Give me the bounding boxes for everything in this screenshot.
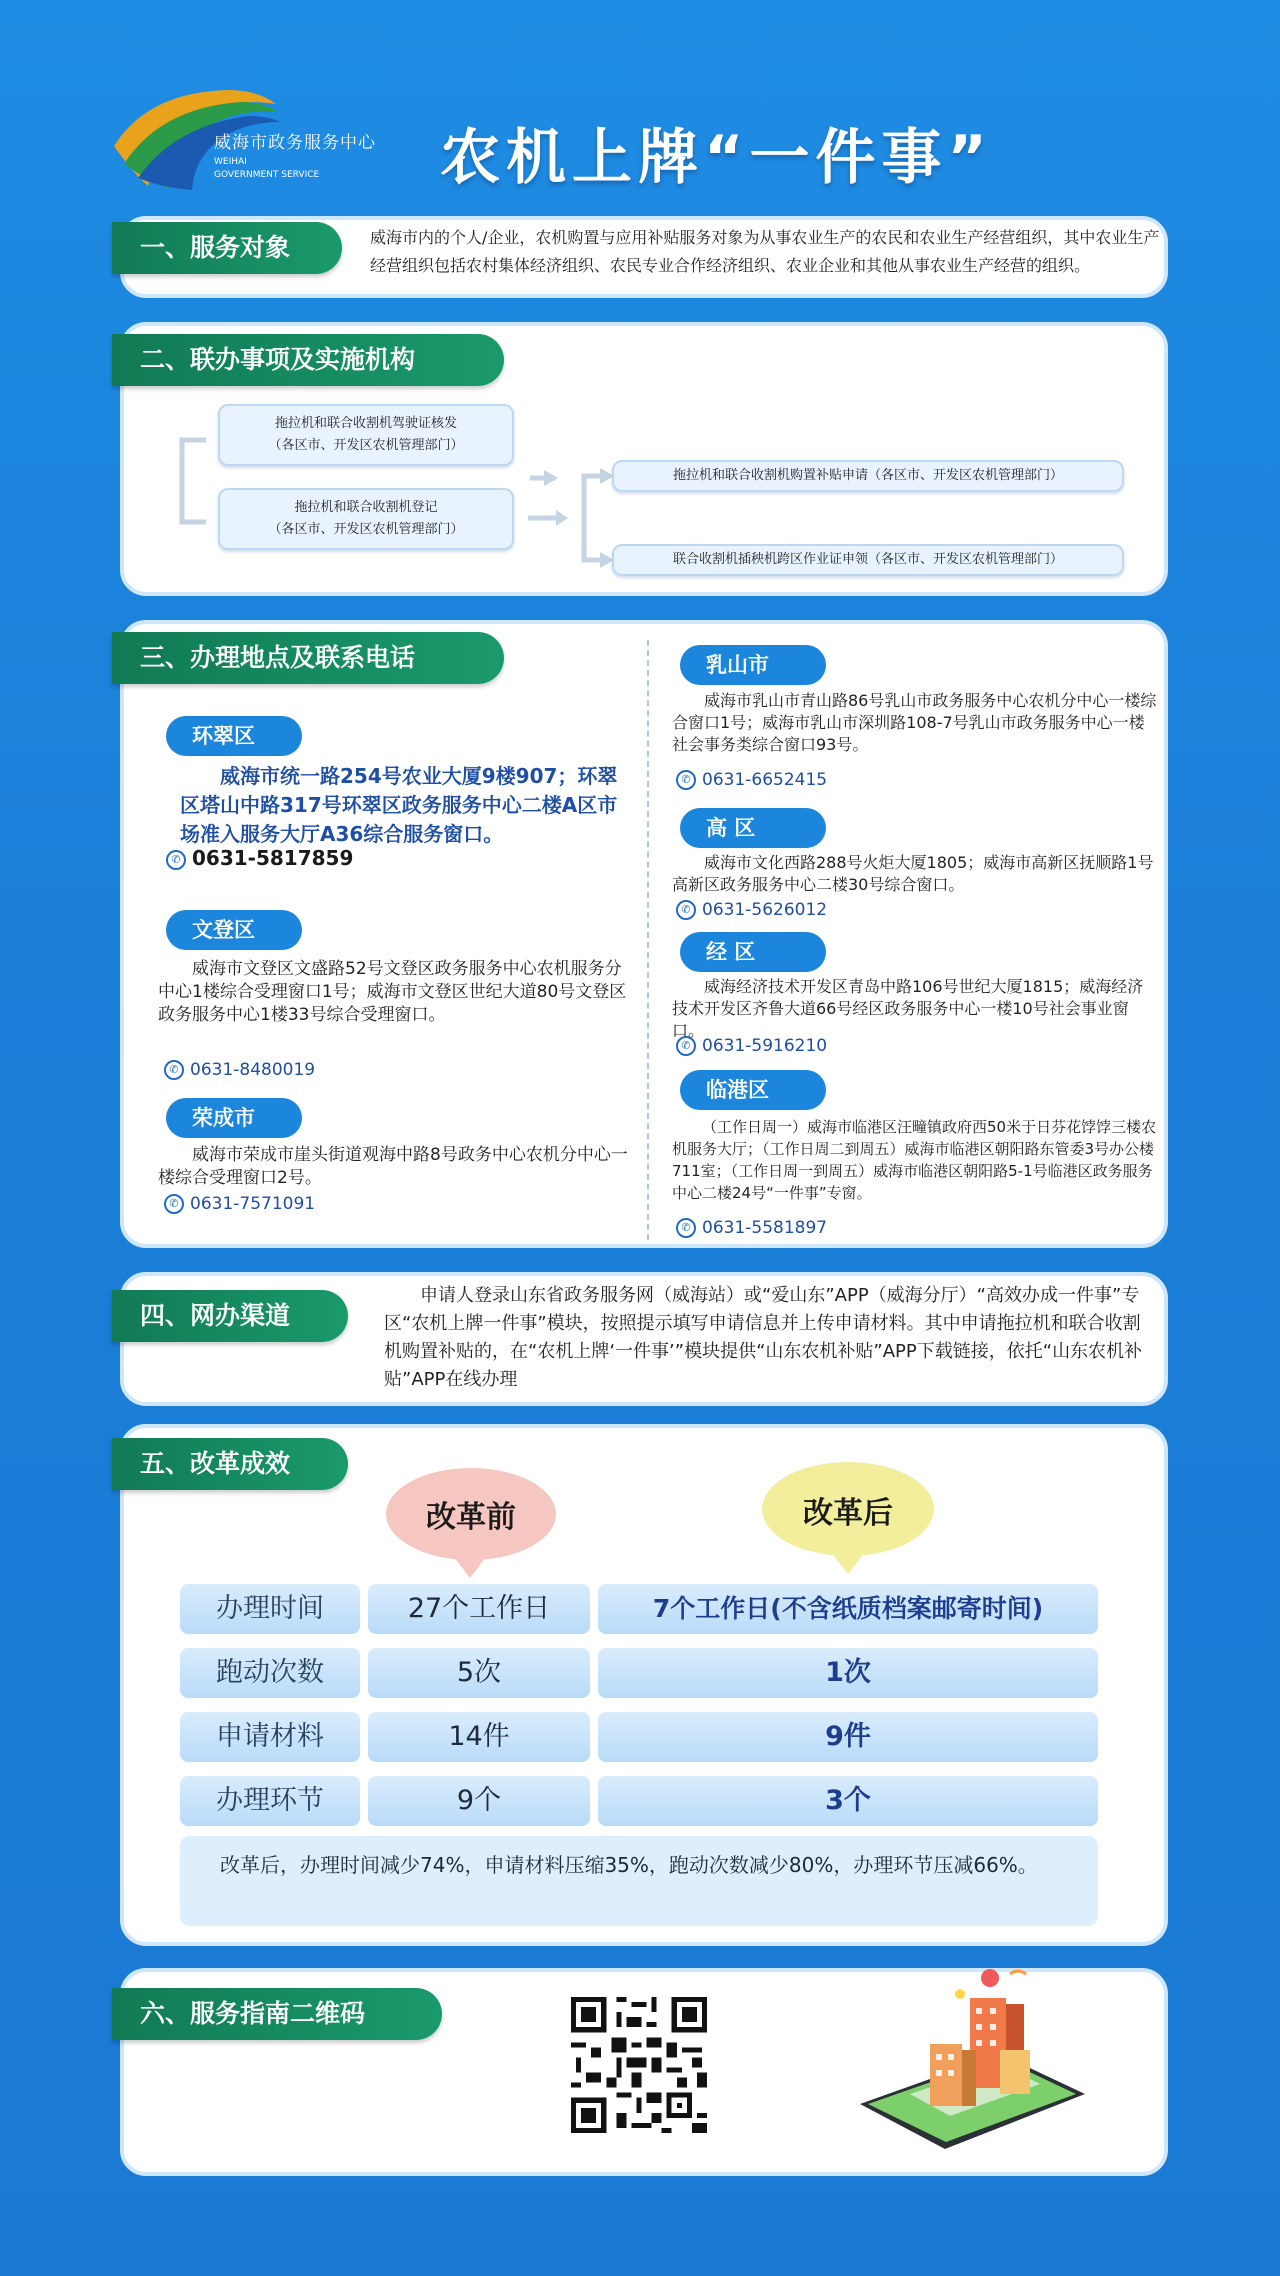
- section-2-tag: 二、联办事项及实施机构: [112, 334, 504, 386]
- logo-name-en: [214, 156, 319, 182]
- district-lingang-title: 临港区: [680, 1070, 826, 1110]
- district-huancui-phone-number: 0631-5817859: [192, 846, 354, 870]
- flow-box-license-org: （各区市、开发区农机管理部门）: [268, 438, 464, 453]
- district-gaoqu-phone-number: 0631-5626012: [702, 900, 828, 920]
- district-rushan-address: 威海市乳山市青山路86号乳山市政务服务中心农机分中心一楼综合窗口1号；威海市乳山市深圳路108-7号乳山市政务服务中心一楼社会事务类综合窗口93号。: [672, 691, 1157, 754]
- district-gaoqu-phone: [676, 900, 827, 920]
- district-wendeng-phone-number: 0631-8480019: [190, 1060, 316, 1080]
- district-rongcheng-phone-number: 0631-7571091: [190, 1194, 316, 1214]
- row-label-materials: 申请材料: [180, 1712, 360, 1762]
- flow-box-registration-title: 拖拉机和联合收割机登记: [294, 500, 438, 515]
- before-label: 改革前: [426, 1500, 516, 1535]
- district-rushan-title: 乳山市: [680, 645, 826, 685]
- district-huancui-title: 环翠区: [166, 716, 302, 756]
- phone-icon: ✆: [676, 1036, 696, 1056]
- page-title: 农机上牌“一件事”: [440, 123, 993, 193]
- after-label: 改革后: [803, 1496, 893, 1531]
- section-3-tag: 三、办理地点及联系电话: [112, 632, 504, 684]
- district-rushan-phone: [676, 770, 827, 790]
- phone-icon: ✆: [164, 1194, 184, 1214]
- section-6-tag: 六、服务指南二维码: [112, 1988, 442, 2040]
- after-bubble-pointer: [828, 1548, 868, 1574]
- city-smartphone-illustration: [850, 1954, 1090, 2154]
- section-1-tag: 一、服务对象: [112, 222, 342, 274]
- service-target-text: 威海市内的个人/企业，农机购置与应用补贴服务对象为从事农业生产的农民和农业生产经营组织，其中农业生产经营组织包括农村集体经济组织、农民专业合作经济组织、农业企业和其他从事农业生产经营的组织。: [370, 228, 1160, 275]
- phone-icon: ✆: [676, 900, 696, 920]
- phone-icon: ✆: [676, 770, 696, 790]
- row-before-time: 27个工作日: [368, 1584, 590, 1634]
- district-lingang-address: （工作日周一）威海市临港区汪疃镇政府西50米于日芬花饽饽三楼农机服务大厅；（工作日周二到周五）威海市临港区朝阳路东管委3号办公楼711室；（工作日周一到周五）威海市临港区朝阳路5-1号临港区政务服务中心二楼24号“一件事”专窗。: [672, 1118, 1157, 1202]
- flow-branch-connectors: [520, 460, 620, 570]
- flow-box-registration-org: （各区市、开发区农机管理部门）: [268, 522, 464, 537]
- phone-icon: ✆: [676, 1218, 696, 1238]
- logo-name-cn: 威海市政务服务中心: [214, 133, 376, 153]
- district-jingqu-address: 威海经济技术开发区青岛中路106号世纪大厦1815；威海经济技术开发区齐鲁大道66号经区政务服务中心一楼10号社会事业窗口。: [672, 977, 1144, 1040]
- row-before-trips: 5次: [368, 1648, 590, 1698]
- district-rushan-phone-number: 0631-6652415: [702, 770, 828, 790]
- phone-icon: ✆: [164, 1060, 184, 1080]
- row-after-trips: 1次: [598, 1648, 1098, 1698]
- column-divider: [647, 640, 649, 1240]
- flow-box-subsidy: 拖拉机和联合收割机购置补贴申请（各区市、开发区农机管理部门）: [612, 460, 1124, 492]
- district-jingqu-phone-number: 0631-5916210: [702, 1036, 828, 1056]
- district-wendeng-title: 文登区: [166, 910, 302, 950]
- district-huancui-address: 威海市统一路254号农业大厦9楼907；环翠区塔山中路317号环翠区政务服务中心二楼A区市场准入服务大厅A36综合服务窗口。: [180, 764, 618, 846]
- flow-box-license: [218, 404, 514, 466]
- district-huancui-phone: [166, 846, 353, 870]
- logo-name-en-line2: GOVERNMENT SERVICE: [214, 170, 320, 180]
- row-before-materials: 14件: [368, 1712, 590, 1762]
- district-lingang-phone: [676, 1218, 827, 1238]
- before-bubble-pointer: [450, 1552, 490, 1578]
- row-after-steps: 3个: [598, 1776, 1098, 1826]
- district-wendeng-phone: [164, 1060, 315, 1080]
- district-wendeng-address: 威海市文登区文盛路52号文登区政务服务中心农机服务分中心1楼综合受理窗口1号；威海市文登区世纪大道80号文登区政务服务中心1楼33号综合受理窗口。: [158, 959, 627, 1025]
- flow-box-registration: [218, 488, 514, 550]
- row-label-steps: 办理环节: [180, 1776, 360, 1826]
- flow-box-cross-region: 联合收割机插秧机跨区作业证申领（各区市、开发区农机管理部门）: [612, 544, 1124, 576]
- phone-icon: ✆: [166, 850, 186, 870]
- logo-name-en-line1: WEIHAI: [214, 157, 247, 167]
- qr-code[interactable]: [566, 1992, 712, 2138]
- row-after-materials: 9件: [598, 1712, 1098, 1762]
- district-gaoqu-title: 高 区: [680, 808, 826, 848]
- row-label-time: 办理时间: [180, 1584, 360, 1634]
- district-gaoqu-address: 威海市文化西路288号火炬大厦1805；威海市高新区抚顺路1号高新区政务服务中心二楼30号综合窗口。: [672, 853, 1154, 894]
- flow-box-license-title: 拖拉机和联合收割机驾驶证核发: [274, 416, 457, 431]
- district-lingang-phone-number: 0631-5581897: [702, 1218, 828, 1238]
- district-jingqu-phone: [676, 1036, 827, 1056]
- row-label-trips: 跑动次数: [180, 1648, 360, 1698]
- district-rongcheng-address: 威海市荣成市崖头街道观海中路8号政务中心农机分中心一楼综合受理窗口2号。: [158, 1145, 628, 1188]
- row-after-time: 7个工作日(不含纸质档案邮寄时间): [598, 1584, 1098, 1634]
- online-channel-text: 申请人登录山东省政务服务网（威海站）或“爱山东”APP（威海分厅）“高效办成一件事”专区“农机上牌一件事”模块，按照提示填写申请信息并上传申请材料。其中申请拖拉机和联合收割机购置补贴的，在“农机上牌‘一件事’”模块提供“山东农机补贴”APP下载链接，依托“山东农机补贴”APP在线办理: [384, 1285, 1143, 1390]
- district-rongcheng-title: 荣成市: [166, 1098, 302, 1138]
- section-4-tag: 四、网办渠道: [112, 1290, 348, 1342]
- row-before-steps: 9个: [368, 1776, 590, 1826]
- district-rongcheng-phone: [164, 1194, 315, 1214]
- section-5-tag: 五、改革成效: [112, 1438, 348, 1490]
- reform-summary: 改革后，办理时间减少74%，申请材料压缩35%，跑动次数减少80%，办理环节压减66%。: [180, 1836, 1098, 1926]
- district-jingqu-title: 经 区: [680, 932, 826, 972]
